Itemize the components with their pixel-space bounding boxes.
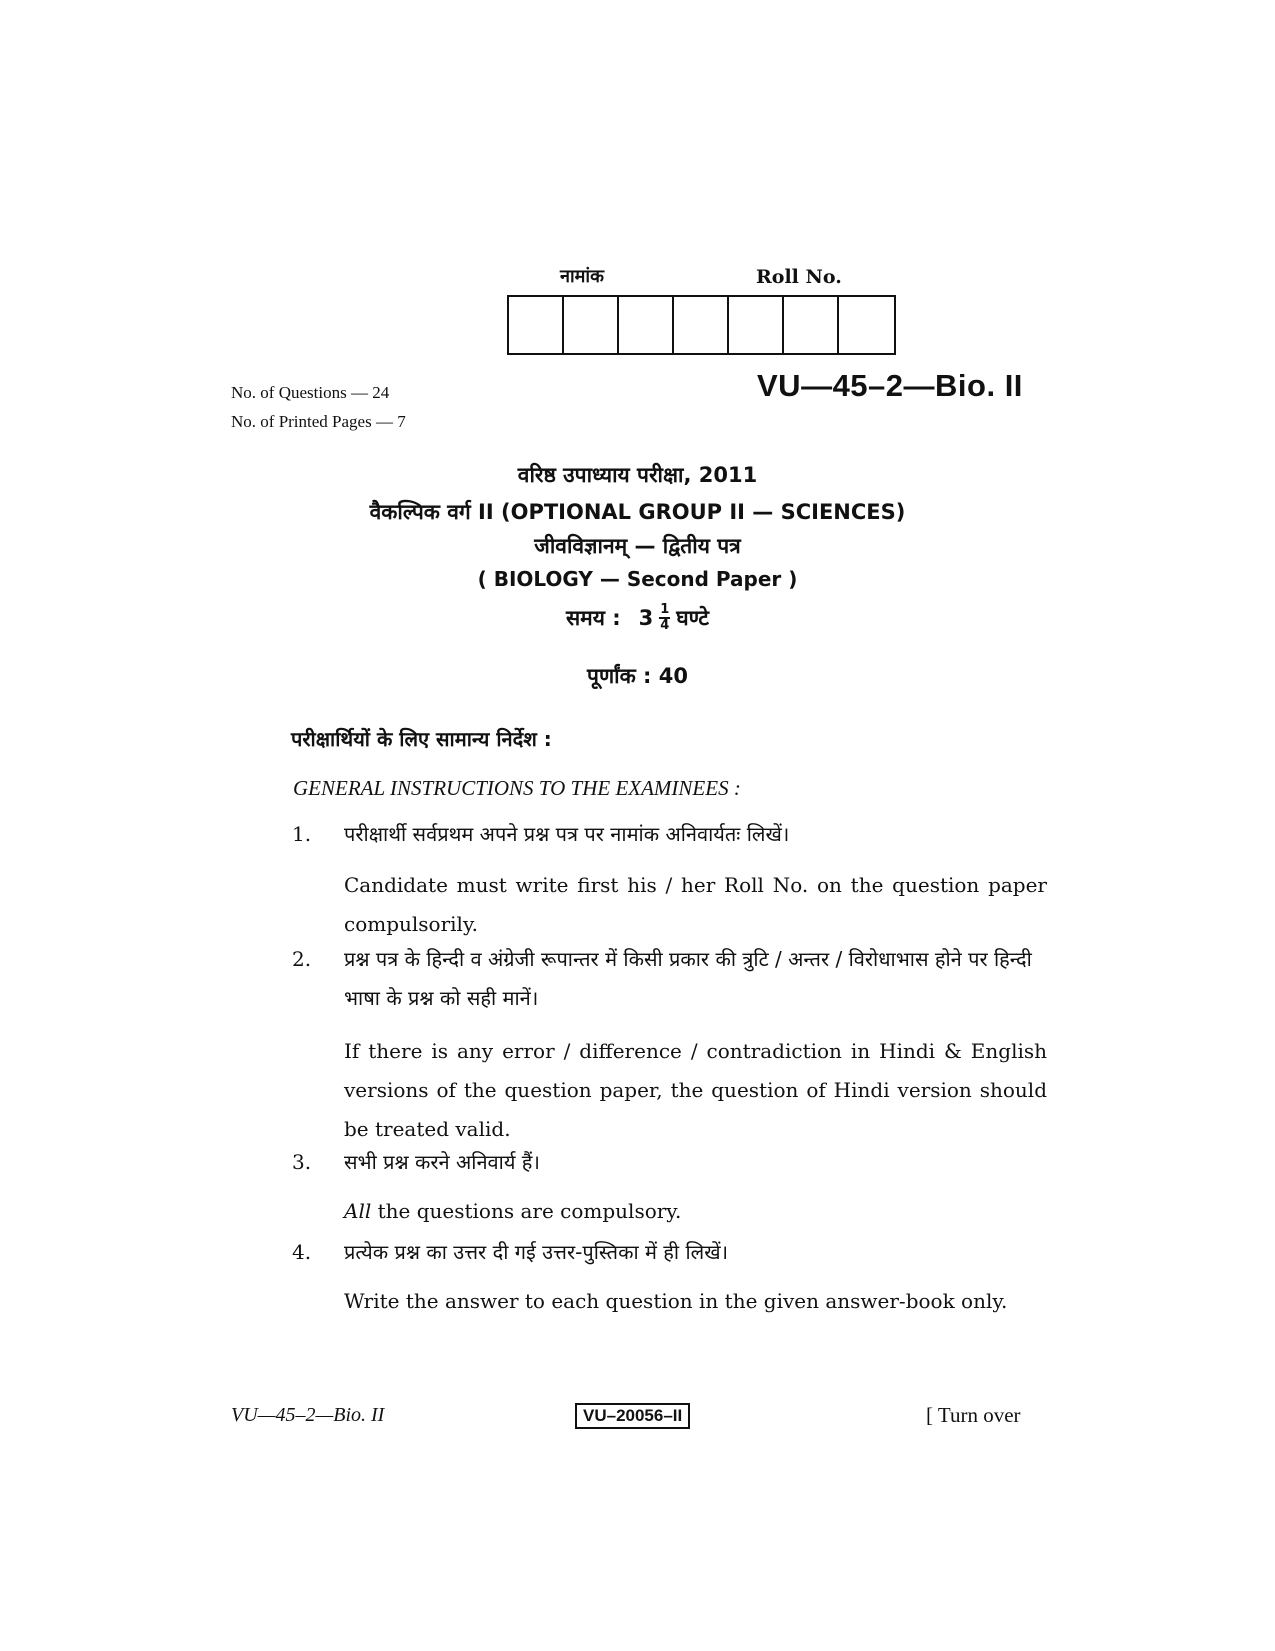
roll-label-english: Roll No.: [756, 266, 842, 288]
roll-box: [619, 297, 674, 353]
page-count: No. of Printed Pages — 7: [231, 412, 406, 431]
instruction-english: Write the answer to each question in the given answer-book only.: [344, 1289, 1008, 1313]
item-number: 3.: [292, 1150, 312, 1174]
item-number: 1.: [292, 822, 312, 846]
instruction-hindi: सभी प्रश्न करने अनिवार्य हैं।: [344, 1150, 541, 1174]
time-allowed: [0, 603, 1275, 633]
instruction-english: [344, 1192, 1047, 1231]
instruction-english: If there is any error / difference / contradiction in Hindi & English versions of the question paper, the question of Hindi version should be treated valid.: [344, 1039, 1047, 1141]
max-marks: पूर्णांक : 40: [587, 664, 688, 688]
instructions-heading-english: GENERAL INSTRUCTIONS TO THE EXAMINEES :: [293, 776, 741, 800]
instruction-emphasis: All: [344, 1199, 372, 1223]
instruction-english-rest: the questions are compulsory.: [371, 1199, 682, 1223]
time-fraction: [659, 603, 670, 633]
exam-title: वरिष्ठ उपाध्याय परीक्षा, 2011: [517, 463, 758, 487]
subject-english: ( BIOLOGY — Second Paper ): [477, 567, 798, 591]
roll-box: [674, 297, 729, 353]
instruction-hindi: प्रश्न पत्र के हिन्दी व अंग्रेजी रूपान्तर में किसी प्रकार की त्रुटि / अन्तर / विरोधाभास होने पर हिन्दी भाषा के प्रश्न को सही मानें।: [344, 947, 1032, 1010]
item-number: 4.: [292, 1240, 312, 1264]
instruction-hindi: प्रत्येक प्रश्न का उत्तर दी गई उत्तर-पुस्तिका में ही लिखें।: [344, 1240, 729, 1264]
time-whole: 3: [638, 606, 654, 630]
roll-box: [729, 297, 784, 353]
roll-box: [784, 297, 839, 353]
item-number: 2.: [292, 947, 312, 971]
time-numerator: 1: [660, 602, 670, 617]
roll-box: [839, 297, 894, 353]
paper-code: VU—45–2—Bio. II: [757, 368, 1023, 403]
roll-label-hindi: नामांक: [560, 266, 604, 287]
group-title: वैकल्पिक वर्ग II (OPTIONAL GROUP II — SCIENCES): [369, 500, 906, 524]
footer-paper-code: VU—45–2—Bio. II: [231, 1404, 385, 1426]
instruction-english: Candidate must write first his / her Roll No. on the question paper compulsorily.: [344, 873, 1047, 936]
roll-box: [564, 297, 619, 353]
footer-serial-code: VU–20056–II: [575, 1403, 690, 1429]
roll-box: [509, 297, 564, 353]
instruction-hindi: परीक्षार्थी सर्वप्रथम अपने प्रश्न पत्र पर नामांक अनिवार्यतः लिखें।: [344, 822, 790, 846]
turn-over: [ Turn over: [926, 1403, 1021, 1427]
subject-hindi: जीवविज्ञानम् — द्वितीय पत्र: [534, 534, 741, 558]
time-label: समय :: [565, 606, 621, 630]
time-denominator: 4: [660, 618, 670, 633]
instructions-heading-hindi: परीक्षार्थियों के लिए सामान्य निर्देश :: [291, 727, 552, 751]
time-unit: घण्टे: [676, 606, 710, 630]
question-count: No. of Questions — 24: [231, 383, 390, 402]
roll-number-boxes: [507, 295, 896, 355]
